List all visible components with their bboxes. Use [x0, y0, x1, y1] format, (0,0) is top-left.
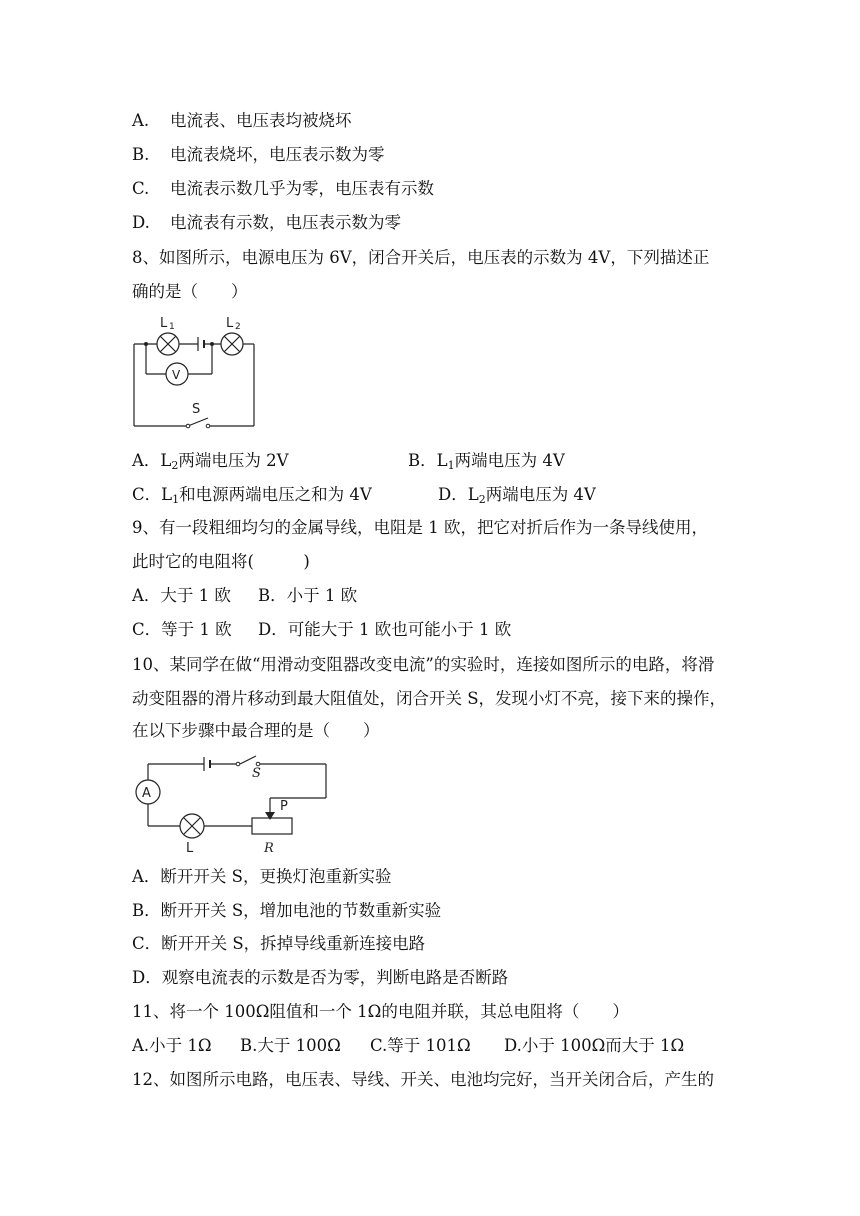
q8-options-row1 — [132, 450, 565, 472]
q10-option-d: D．观察电流表的示数是否为零，判断电路是否断路 — [132, 968, 509, 987]
q7-option-d: D. 电流表有示数，电压表示数为零 — [132, 213, 401, 232]
q9-option-b: B．小于 1 欧 — [258, 586, 358, 605]
label-r: R — [264, 841, 274, 856]
q9-stem-line1: 9、有一段粗细均匀的金属导线，电阻是 1 欧，把它对折后作为一条导线使用， — [132, 518, 708, 537]
q11-stem: 11、将一个 100Ω阻值和一个 1Ω的电阻并联，其总电阻将（ ） — [132, 1002, 629, 1021]
q8-stem-line1: 8、如图所示，电源电压为 6V，闭合开关后，电压表的示数为 4V，下列描述正 — [132, 248, 710, 267]
q7-option-a: A. 电流表、电压表均被烧坏 — [132, 111, 352, 130]
svg-text:1: 1 — [169, 322, 175, 332]
label-v: V — [172, 368, 181, 382]
rheostat-r-icon — [252, 818, 292, 834]
q11-option-b: B.大于 100Ω — [240, 1036, 341, 1055]
q10-option-c: C．断开开关 S，拆掉导线重新连接电路 — [132, 934, 426, 953]
q8-circuit-diagram — [128, 312, 263, 430]
label-a: A — [142, 786, 151, 801]
q11-option-a: A.小于 1Ω — [132, 1036, 212, 1055]
q9-stem-line2: 此时它的电阻将( ) — [132, 552, 310, 571]
q11-options — [132, 1035, 685, 1057]
q10-stem-line1: 10、某同学在做“用滑动变阻器改变电流”的实验时，连接如图所示的电路，将滑 — [132, 655, 715, 674]
switch-s-icon — [188, 418, 208, 426]
q8-stem-line2: 确的是（ ） — [132, 282, 248, 301]
q8-option-b: B．$L_1$两端电压为 4V — [408, 451, 565, 472]
label-p: P — [280, 799, 288, 814]
q7-option-c: C. 电流表示数几乎为零，电压表有示数 — [132, 179, 434, 198]
label-s: S — [192, 402, 201, 417]
label-l1: L — [160, 316, 168, 331]
q8-option-c: C．$L_1$和电源两端电压之和为 4V — [132, 485, 372, 506]
q10-stem-line3: 在以下步骤中最合理的是（ ） — [132, 721, 380, 740]
q10-option-a: A．断开开关 S，更换灯泡重新实验 — [132, 867, 392, 886]
q10-circuit-diagram — [132, 752, 332, 856]
switch-s-icon — [240, 756, 256, 764]
label-l: L — [186, 841, 194, 856]
label-l2: L — [226, 316, 234, 331]
q7-option-b: B. 电流表烧坏，电压表示数为零 — [132, 145, 385, 164]
q9-options-row2 — [132, 619, 512, 641]
q9-option-c: C．等于 1 欧 — [132, 620, 232, 639]
q12-stem-line1: 12、如图所示电路，电压表、导线、开关、电池均完好，当开关闭合后，产生的 — [132, 1070, 714, 1089]
q8-options-row2 — [132, 484, 596, 506]
q9-option-a: A．大于 1 欧 — [132, 586, 231, 605]
svg-text:2: 2 — [235, 322, 241, 332]
q8-option-a: A．$L_2$两端电压为 2V — [132, 451, 289, 472]
q10-stem-line2: 动变阻器的滑片移动到最大阻值处，闭合开关 S，发现小灯不亮，接下来的操作， — [132, 689, 727, 708]
q11-option-c: C.等于 101Ω — [370, 1036, 471, 1055]
q10-option-b: B．断开开关 S，增加电池的节数重新实验 — [132, 901, 442, 920]
q11-option-d: D.小于 100Ω而大于 1Ω — [504, 1036, 685, 1055]
q8-option-d: D．$L_2$两端电压为 4V — [438, 485, 596, 506]
q9-options-row1 — [132, 585, 358, 607]
q9-option-d: D．可能大于 1 欧也可能小于 1 欧 — [258, 620, 512, 639]
label-s: S — [252, 766, 261, 781]
